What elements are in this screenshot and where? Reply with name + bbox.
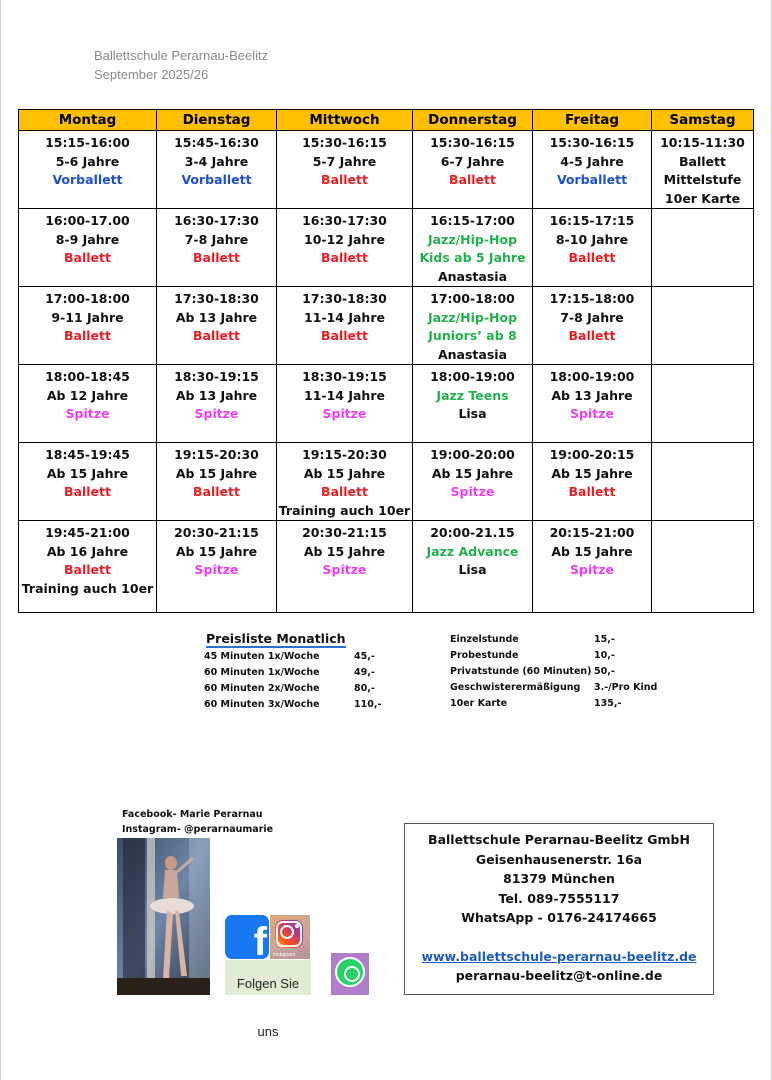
class-cell-samstag [652, 287, 754, 365]
class-detail: Ab 15 Jahre [551, 465, 633, 481]
class-cell-mittwoch [277, 287, 413, 365]
class-time: 18:30-19:15 [174, 369, 259, 384]
class-cell-freitag [533, 131, 652, 209]
class-detail: 6-7 Jahre [440, 153, 505, 169]
class-time: 15:30-16:15 [302, 135, 387, 150]
price-row [204, 697, 381, 713]
day-header: Mittwoch [277, 110, 413, 131]
class-detail: Jazz Advance [426, 543, 519, 559]
class-time: 15:30-16:15 [549, 135, 635, 150]
schedule-row [19, 131, 754, 209]
class-cell-freitag [533, 287, 652, 365]
price-row [450, 664, 657, 680]
class-cell-freitag [533, 521, 652, 613]
class-detail: Vorballett [556, 172, 628, 187]
class-time: 15:45-16:30 [174, 135, 259, 150]
class-detail: Kids ab 5 Jahre [419, 250, 526, 265]
class-detail: 7-8 Jahre [184, 231, 249, 247]
class-time: 19:00-20:15 [549, 447, 635, 462]
whatsapp-number: WhatsApp - 0176-24174665 [461, 910, 657, 925]
class-detail: 9-11 Jahre [51, 309, 124, 325]
class-cell-samstag [652, 131, 754, 209]
class-detail: Ballett [64, 250, 111, 265]
price-value: 50,- [594, 666, 615, 677]
contact-box [404, 823, 714, 995]
class-cell-dienstag [157, 287, 277, 365]
class-detail: Vorballett [181, 172, 252, 187]
class-detail: Spitze [194, 406, 239, 421]
instagram-icon[interactable] [270, 915, 310, 959]
class-detail: Spitze [570, 406, 614, 421]
class-cell-mittwoch [277, 209, 413, 287]
class-detail: Ballett [64, 562, 111, 577]
class-time: 15:15-16:00 [45, 135, 130, 150]
price-list-other [450, 632, 657, 712]
class-detail: Ballett [193, 250, 240, 265]
price-row [204, 649, 381, 665]
class-detail: Ab 12 Jahre [46, 387, 129, 403]
class-time: 15:30-16:15 [430, 135, 515, 150]
class-time: 19:15-20:30 [302, 447, 387, 462]
class-detail: 4-5 Jahre [560, 153, 624, 169]
price-row [450, 648, 657, 664]
class-detail: Spitze [65, 406, 110, 421]
phone: Tel. 089-7555117 [498, 890, 620, 906]
price-label: 60 Minuten 3x/Woche [204, 699, 320, 710]
ballerina-photo [117, 838, 210, 995]
class-cell-montag [19, 521, 157, 613]
class-time: 18:00-18:45 [45, 369, 130, 384]
class-detail: Jazz Teens [436, 387, 509, 403]
class-detail: Mittelstufe [663, 172, 742, 187]
class-detail: Jazz/Hip-Hop [427, 309, 518, 325]
class-detail: Ab 15 Jahre [431, 465, 514, 481]
school-name: Ballettschule Perarnau-Beelitz [94, 48, 269, 63]
price-value: 135,- [594, 698, 622, 709]
page-edge-left [0, 0, 1, 1080]
class-cell-samstag [652, 365, 754, 443]
price-label: Privatstunde (60 Minuten) [450, 666, 592, 677]
price-list-monthly [204, 632, 381, 713]
class-detail: 11-14 Jahre [304, 309, 385, 325]
class-cell-donnerstag [413, 443, 533, 521]
price-row [450, 680, 657, 696]
class-detail: Ballett [193, 484, 240, 499]
class-detail: Ab 15 Jahre [303, 465, 386, 481]
company-name: Ballettschule Perarnau-Beelitz GmbH [428, 832, 690, 847]
class-detail: Lisa [458, 562, 487, 577]
class-time: 20:30-21:15 [302, 525, 387, 540]
class-cell-dienstag [157, 521, 277, 613]
class-detail: Ab 15 Jahre [303, 543, 386, 559]
instagram-logo [275, 920, 303, 948]
class-time: 20:15-21:00 [549, 525, 635, 540]
class-time: 18:00-19:00 [549, 369, 635, 384]
class-detail: Juniors’ ab 8 [428, 328, 517, 343]
class-cell-montag [19, 443, 157, 521]
term-label: September 2025/26 [94, 67, 209, 82]
class-cell-donnerstag [413, 287, 533, 365]
class-detail: Vorballett [52, 172, 123, 187]
class-detail: 3-4 Jahre [184, 153, 249, 169]
price-value: 49,- [354, 667, 375, 678]
price-label: 60 Minuten 2x/Woche [204, 683, 320, 694]
price-value: 15,- [594, 634, 615, 645]
class-cell-montag [19, 287, 157, 365]
class-detail: Ab 16 Jahre [46, 543, 129, 559]
class-detail: Ab 15 Jahre [175, 543, 258, 559]
class-detail: 8-9 Jahre [55, 231, 120, 247]
price-value: 10,- [594, 650, 615, 661]
instagram-logo-dot [295, 924, 299, 928]
class-cell-mittwoch [277, 131, 413, 209]
class-detail: 7-8 Jahre [560, 309, 624, 325]
class-detail: Ballett [449, 172, 496, 187]
class-cell-freitag [533, 365, 652, 443]
class-detail: Spitze [322, 562, 367, 577]
class-cell-freitag [533, 209, 652, 287]
class-detail: Ballett [568, 484, 616, 499]
class-time: 16:00-17.00 [45, 213, 130, 228]
price-value: 80,- [354, 683, 375, 694]
website-link[interactable]: www.ballettschule-perarnau-beelitz.de [421, 948, 697, 964]
class-detail: Ballett [568, 328, 616, 343]
facebook-icon[interactable] [225, 915, 269, 959]
day-header: Dienstag [157, 110, 277, 131]
class-time: 19:15-20:30 [174, 447, 259, 462]
class-cell-dienstag [157, 209, 277, 287]
class-time: 17:15-18:00 [549, 291, 635, 306]
class-detail: Ballett [64, 328, 111, 343]
schedule-row [19, 209, 754, 287]
class-time: 20:30-21:15 [174, 525, 259, 540]
class-time: 16:15-17:15 [549, 213, 635, 228]
class-time: 18:30-19:15 [302, 369, 387, 384]
follow-us-label: Folgen Sie uns [225, 960, 311, 995]
class-time: 17:00-18:00 [45, 291, 130, 306]
price-value: 110,- [354, 699, 382, 710]
price-value: 45,- [354, 651, 375, 662]
price-row [204, 665, 381, 681]
class-detail: Lisa [458, 406, 487, 421]
instagram-label: Instagram- @perarnaumarie [122, 824, 274, 835]
schedule-table [18, 109, 754, 613]
facebook-glyph: f [253, 920, 267, 959]
class-detail: Ballett [193, 328, 240, 343]
class-cell-montag [19, 365, 157, 443]
class-cell-samstag [652, 521, 754, 613]
price-row [450, 632, 657, 648]
price-row [450, 696, 657, 712]
class-time: 16:30-17:30 [302, 213, 387, 228]
class-time: 18:00-19:00 [430, 369, 515, 384]
class-detail: Spitze [322, 406, 367, 421]
class-time: 16:15-17:00 [430, 213, 515, 228]
day-header: Donnerstag [413, 110, 533, 131]
class-detail: Ab 13 Jahre [175, 387, 258, 403]
class-cell-mittwoch [277, 521, 413, 613]
city: 81379 München [503, 871, 615, 886]
schedule-row [19, 287, 754, 365]
whatsapp-logo [335, 957, 365, 987]
price-label: 60 Minuten 1x/Woche [204, 667, 320, 678]
price-label: Geschwisterermäßigung [450, 682, 581, 693]
instagram-small-label: Instagram [273, 952, 296, 958]
whatsapp-icon[interactable] [331, 953, 369, 995]
class-detail: 10er Karte [664, 190, 741, 206]
class-detail: Training auch 10er [278, 502, 411, 518]
email[interactable]: perarnau-beelitz@t-online.de [455, 968, 663, 983]
class-detail: Anastasia [437, 268, 508, 284]
class-time: 16:30-17:30 [174, 213, 259, 228]
day-header: Montag [19, 110, 157, 131]
day-header: Samstag [652, 110, 754, 131]
class-detail: Anastasia [437, 346, 508, 362]
price-label: Einzelstunde [450, 634, 519, 645]
facebook-label: Facebook- Marie Perarnau [122, 809, 263, 820]
class-detail: Training auch 10er [21, 580, 154, 596]
price-label: 10er Karte [450, 698, 508, 709]
class-time: 17:00-18:00 [430, 291, 515, 306]
price-value: 3.-/Pro Kind [594, 682, 658, 693]
class-time: 10:15-11:30 [660, 135, 745, 150]
price-list-title: Preisliste Monatlich [206, 631, 346, 646]
class-detail: Spitze [570, 562, 614, 577]
class-cell-donnerstag [413, 131, 533, 209]
street-address: Geisenhausenerstr. 16a [475, 851, 643, 867]
class-cell-mittwoch [277, 443, 413, 521]
price-label: Probestunde [450, 650, 519, 661]
price-label: 45 Minuten 1x/Woche [204, 651, 320, 662]
class-detail: Ab 15 Jahre [551, 543, 633, 559]
class-cell-dienstag [157, 443, 277, 521]
class-detail: Ballett [321, 250, 368, 265]
class-cell-donnerstag [413, 209, 533, 287]
class-time: 19:45-21:00 [45, 525, 130, 540]
class-cell-montag [19, 209, 157, 287]
class-detail: Ab 15 Jahre [46, 465, 129, 481]
class-cell-dienstag [157, 131, 277, 209]
class-detail: Ab 13 Jahre [175, 309, 258, 325]
social-labels [122, 807, 273, 837]
class-cell-donnerstag [413, 365, 533, 443]
class-detail: 5-7 Jahre [312, 153, 377, 169]
class-detail: 10-12 Jahre [304, 231, 385, 247]
class-detail: Jazz/Hip-Hop [427, 231, 518, 247]
class-detail: Ballett [64, 484, 111, 499]
class-detail: Spitze [450, 484, 495, 499]
document-header [94, 46, 268, 84]
class-time: 17:30-18:30 [174, 291, 259, 306]
class-time: 19:00-20:00 [430, 447, 515, 462]
class-cell-samstag [652, 209, 754, 287]
class-detail: Ballett [321, 328, 368, 343]
class-detail: Spitze [194, 562, 239, 577]
class-detail: Ballett [321, 484, 368, 499]
instagram-logo-lens [280, 925, 294, 939]
class-detail: 5-6 Jahre [55, 153, 120, 169]
class-detail: Ballett [568, 250, 616, 265]
schedule-header-row [19, 110, 754, 131]
day-header: Freitag [533, 110, 652, 131]
schedule-row [19, 521, 754, 613]
class-cell-freitag [533, 443, 652, 521]
class-time: 18:45-19:45 [45, 447, 130, 462]
schedule-row [19, 365, 754, 443]
class-detail: Ab 15 Jahre [175, 465, 258, 481]
class-detail: 11-14 Jahre [304, 387, 385, 403]
class-detail: Ballett [679, 153, 726, 169]
class-time: 17:30-18:30 [302, 291, 387, 306]
schedule-row [19, 443, 754, 521]
class-detail: Ab 13 Jahre [551, 387, 633, 403]
price-row [204, 681, 381, 697]
class-cell-donnerstag [413, 521, 533, 613]
class-cell-montag [19, 131, 157, 209]
class-detail: 8-10 Jahre [555, 231, 629, 247]
class-time: 20:00-21.15 [430, 525, 515, 540]
class-cell-dienstag [157, 365, 277, 443]
class-cell-samstag [652, 443, 754, 521]
class-detail: Ballett [321, 172, 368, 187]
class-cell-mittwoch [277, 365, 413, 443]
